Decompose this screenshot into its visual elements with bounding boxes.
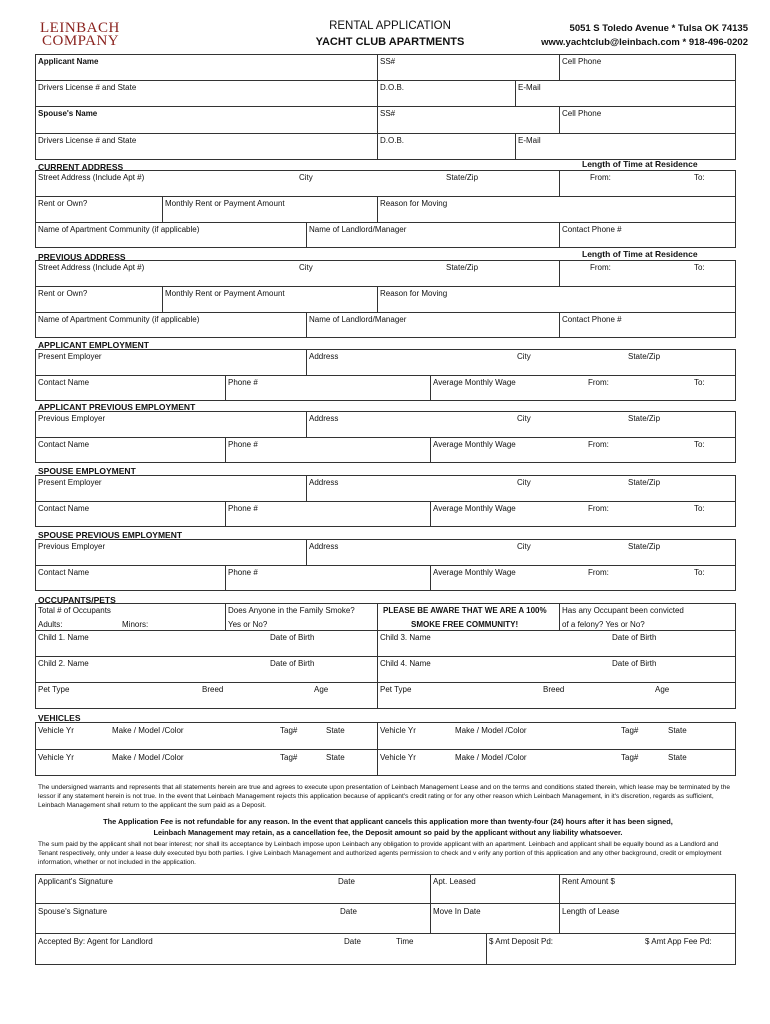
current-address-heading: CURRENT ADDRESS [38,162,124,172]
spouse-sign-date-field[interactable]: Date [340,907,357,916]
apt-leased-field[interactable]: Apt. Leased [433,877,476,886]
logo-line-2: COMPANY [42,33,120,49]
applicant-name-field[interactable]: Applicant Name [38,57,99,66]
current-city-field[interactable]: City [299,173,313,182]
applicant-sign-date-field[interactable]: Date [338,877,355,886]
previous-address-heading: PREVIOUS ADDRESS [38,252,126,262]
pet1-age-field[interactable]: Age [314,685,329,694]
employment-3-contact-name-field[interactable]: Contact Name [38,568,90,577]
adults-field[interactable]: Adults: [38,620,63,629]
pet2-breed-field[interactable]: Breed [543,685,565,694]
current-street-field[interactable]: Street Address (Include Apt #) [38,173,145,182]
employment-3-divider [35,565,736,566]
previous-to-field[interactable]: To: [694,263,705,272]
vehicle2-make-field[interactable]: Make / Model /Color [455,726,527,735]
pet2-type-field[interactable]: Pet Type [380,685,412,694]
smoke-free-notice-2: SMOKE FREE COMMUNITY! [411,620,519,629]
child3-dob-field[interactable]: Date of Birth [612,633,657,642]
accepted-time-field[interactable]: Time [396,937,414,946]
previous-reason-field[interactable]: Reason for Moving [380,289,448,298]
signature-box [35,874,736,965]
applicant-dob-field[interactable]: D.O.B. [380,83,405,92]
spouse-cell-field[interactable]: Cell Phone [562,109,602,118]
previous-street-field[interactable]: Street Address (Include Apt #) [38,263,145,272]
employment-3-vline-3 [430,565,431,591]
employment-2-heading: SPOUSE EMPLOYMENT [38,466,136,476]
applicant-cell-field[interactable]: Cell Phone [562,57,602,66]
fee-notice-line-1: The Application Fee is not refundable for any reason. In the event that applicant cancels this application more than twenty-four (24) hours after it has been signed, [103,817,673,826]
employment-1-divider [35,437,736,438]
previous-city-field[interactable]: City [299,263,313,272]
vehicle1-tag-field[interactable]: Tag# [280,726,298,735]
current-statezip-field[interactable]: State/Zip [446,173,479,182]
employment-1-statezip-field[interactable]: State/Zip [628,414,661,423]
current-length-heading: Length of Time at Residence [582,159,698,169]
move-in-date-field[interactable]: Move In Date [433,907,481,916]
current-community-field[interactable]: Name of Apartment Community (if applicable) [38,225,200,234]
pet2-age-field[interactable]: Age [655,685,670,694]
child4-name-field[interactable]: Child 4. Name [380,659,431,668]
employment-3-wage-field[interactable]: Average Monthly Wage [433,568,516,577]
deposit-paid-field[interactable]: $ Amt Deposit Pd: [489,937,554,946]
employment-2-vline-2 [225,501,226,527]
employment-3-vline-2 [225,565,226,591]
employment-0-from-field[interactable]: From: [588,378,609,387]
spouse-email-field[interactable]: E-Mail [518,136,541,145]
spouse-dl-field[interactable]: Drivers License # and State [38,136,137,145]
employment-0-heading: APPLICANT EMPLOYMENT [38,340,149,350]
employment-1-city-field[interactable]: City [517,414,531,423]
employment-3-city-field[interactable]: City [517,542,531,551]
logo-line-1: LEINBACH [40,20,120,36]
current-reason-field[interactable]: Reason for Moving [380,199,448,208]
current-landlord-field[interactable]: Name of Landlord/Manager [309,225,407,234]
employment-0-phone-field[interactable]: Phone # [228,378,258,387]
employment-2-vline-1 [306,475,307,501]
employment-2-contact-name-field[interactable]: Contact Name [38,504,90,513]
employment-1-phone-field[interactable]: Phone # [228,440,258,449]
vehicle4-tag-field[interactable]: Tag# [621,753,639,762]
previous-contact-phone-field[interactable]: Contact Phone # [562,315,622,324]
employment-2-divider [35,501,736,502]
employment-1-to-field[interactable]: To: [694,440,705,449]
employment-0-vline-3 [430,375,431,401]
employment-3-address-field[interactable]: Address [309,542,339,551]
employment-3-statezip-field[interactable]: State/Zip [628,542,661,551]
vehicle4-yr-field[interactable]: Vehicle Yr [380,753,416,762]
app-fee-paid-field[interactable]: $ Amt App Fee Pd: [645,937,712,946]
current-contact-phone-field[interactable]: Contact Phone # [562,225,622,234]
employment-3-employer-field[interactable]: Previous Employer [38,542,106,551]
employment-0-contact-name-field[interactable]: Contact Name [38,378,90,387]
applicant-signature-field[interactable]: Applicant's Signature [38,877,113,886]
previous-community-field[interactable]: Name of Apartment Community (if applicable) [38,315,200,324]
contact-block [541,22,748,50]
legal-paragraph-3: The sum paid by the applicant shall not bear interest; nor shall its acceptance by Leinbach impose upon Leinbach any obligation to provide applicant with an apartment. Leinbach and applicant shall be equally bound as a Landlord and Tenant respectively, only under a lease duly executed byu both parties. I give Leinbach Management and authorized agents permission to check and v erify any portion of this application and any other background, credit or employment information, whether or not included in the application. [38,841,722,866]
form-title-block [300,20,480,48]
vehicle1-make-field[interactable]: Make / Model /Color [112,726,184,735]
employment-1-from-field[interactable]: From: [588,440,609,449]
vehicle4-state-field[interactable]: State [668,753,687,762]
pet1-type-field[interactable]: Pet Type [38,685,70,694]
total-occupants-field[interactable]: Total # of Occupants [38,606,111,615]
child4-dob-field[interactable]: Date of Birth [612,659,657,668]
employment-0-divider [35,375,736,376]
property-name: YACHT CLUB APARTMENTS [315,36,465,48]
employment-2-vline-3 [430,501,431,527]
spouse-name-field[interactable]: Spouse's Name [38,109,98,118]
minors-field[interactable]: Minors: [122,620,149,629]
child1-dob-field[interactable]: Date of Birth [270,633,315,642]
pet1-breed-field[interactable]: Breed [202,685,224,694]
employment-1-contact-name-field[interactable]: Contact Name [38,440,90,449]
spouse-ss-field[interactable]: SS# [380,109,396,118]
child1-name-field[interactable]: Child 1. Name [38,633,89,642]
legal-paragraph-1: The undersigned warrants and represents that all statements herein are true and agrees to execute upon presentation of Leinbach Management Lease and on the terms and conditions stated therein, which lease may be terminated by the lessor if any statement herein is not true. In the event that Leinbach Management rejects this application because of applicant's credit rating or for any other reason which Leinbach Management, in it's discretion, regards as sufficient, Leinbach Management shall return to the applicant the sum paid as a Deposit. [38,784,731,809]
child2-dob-field[interactable]: Date of Birth [270,659,315,668]
office-contact: www.yachtclub@leinbach.com * 918-496-0202 [541,37,748,48]
accepted-by-field[interactable]: Accepted By: Agent for Landlord [38,937,153,946]
spouse-signature-field[interactable]: Spouse's Signature [38,907,108,916]
employment-2-wage-field[interactable]: Average Monthly Wage [433,504,516,513]
rent-amount-field[interactable]: Rent Amount $ [562,877,615,886]
child3-name-field[interactable]: Child 3. Name [380,633,431,642]
employment-3-heading: SPOUSE PREVIOUS EMPLOYMENT [38,530,183,540]
employment-1-address-field[interactable]: Address [309,414,339,423]
employment-1-employer-field[interactable]: Previous Employer [38,414,106,423]
lease-length-field[interactable]: Length of Lease [562,907,620,916]
employment-0-city-field[interactable]: City [517,352,531,361]
applicant-ss-field[interactable]: SS# [380,57,396,66]
application-fee-notice [38,816,738,838]
form-title: RENTAL APPLICATION [329,20,451,32]
vehicles-heading: VEHICLES [38,713,81,723]
company-logo [40,20,150,52]
employment-2-address-field[interactable]: Address [309,478,339,487]
employment-3-from-field[interactable]: From: [588,568,609,577]
vehicle3-yr-field[interactable]: Vehicle Yr [38,753,74,762]
current-to-field[interactable]: To: [694,173,705,182]
current-rent-own-field[interactable]: Rent or Own? [38,199,88,208]
employment-3-vline-1 [306,539,307,565]
employment-1-vline-1 [306,411,307,437]
vehicle3-tag-field[interactable]: Tag# [280,753,298,762]
employment-2-employer-field[interactable]: Present Employer [38,478,102,487]
current-monthly-field[interactable]: Monthly Rent or Payment Amount [165,199,285,208]
employment-2-from-field[interactable]: From: [588,504,609,513]
spouse-dob-field[interactable]: D.O.B. [380,136,405,145]
smoke-free-notice-1: PLEASE BE AWARE THAT WE ARE A 100% [383,606,547,615]
employment-0-employer-field[interactable]: Present Employer [38,352,102,361]
previous-from-field[interactable]: From: [590,263,611,272]
vehicle3-state-field[interactable]: State [326,753,345,762]
previous-landlord-field[interactable]: Name of Landlord/Manager [309,315,407,324]
previous-monthly-field[interactable]: Monthly Rent or Payment Amount [165,289,285,298]
employment-1-wage-field[interactable]: Average Monthly Wage [433,440,516,449]
applicant-email-field[interactable]: E-Mail [518,83,541,92]
vehicle1-yr-field[interactable]: Vehicle Yr [38,726,74,735]
previous-rent-own-field[interactable]: Rent or Own? [38,289,88,298]
fee-notice-line-2: Leinbach Management may retain, as a cancellation fee, the Deposit amount so paid by the applicant without any liability whatsoever. [153,828,623,837]
smoke-question-field[interactable]: Does Anyone in the Family Smoke? [228,606,355,615]
felony-question-2[interactable]: of a felony? Yes or No? [562,620,645,629]
vehicle3-make-field[interactable]: Make / Model /Color [112,753,184,762]
previous-statezip-field[interactable]: State/Zip [446,263,479,272]
employment-2-to-field[interactable]: To: [694,504,705,513]
employment-0-vline-2 [225,375,226,401]
employment-0-to-field[interactable]: To: [694,378,705,387]
previous-length-heading: Length of Time at Residence [582,249,698,259]
felony-question-1[interactable]: Has any Occupant been convicted [562,606,684,615]
vehicle1-state-field[interactable]: State [326,726,345,735]
vehicle2-yr-field[interactable]: Vehicle Yr [380,726,416,735]
employment-0-statezip-field[interactable]: State/Zip [628,352,661,361]
child2-name-field[interactable]: Child 2. Name [38,659,89,668]
smoke-yes-no-field[interactable]: Yes or No? [228,620,268,629]
employment-0-vline-1 [306,349,307,375]
employment-1-heading: APPLICANT PREVIOUS EMPLOYMENT [38,402,196,412]
occupants-heading: OCCUPANTS/PETS [38,595,116,605]
employment-2-phone-field[interactable]: Phone # [228,504,258,513]
current-from-field[interactable]: From: [590,173,611,182]
vehicle2-state-field[interactable]: State [668,726,687,735]
employment-3-phone-field[interactable]: Phone # [228,568,258,577]
applicant-dl-field[interactable]: Drivers License # and State [38,83,137,92]
employment-2-statezip-field[interactable]: State/Zip [628,478,661,487]
office-address: 5051 S Toledo Avenue * Tulsa OK 74135 [569,23,748,34]
employment-1-vline-3 [430,437,431,463]
employment-2-city-field[interactable]: City [517,478,531,487]
vehicle2-tag-field[interactable]: Tag# [621,726,639,735]
employment-3-to-field[interactable]: To: [694,568,705,577]
employment-1-vline-2 [225,437,226,463]
vehicle4-make-field[interactable]: Make / Model /Color [455,753,527,762]
accepted-date-field[interactable]: Date [344,937,361,946]
employment-0-address-field[interactable]: Address [309,352,339,361]
employment-0-wage-field[interactable]: Average Monthly Wage [433,378,516,387]
